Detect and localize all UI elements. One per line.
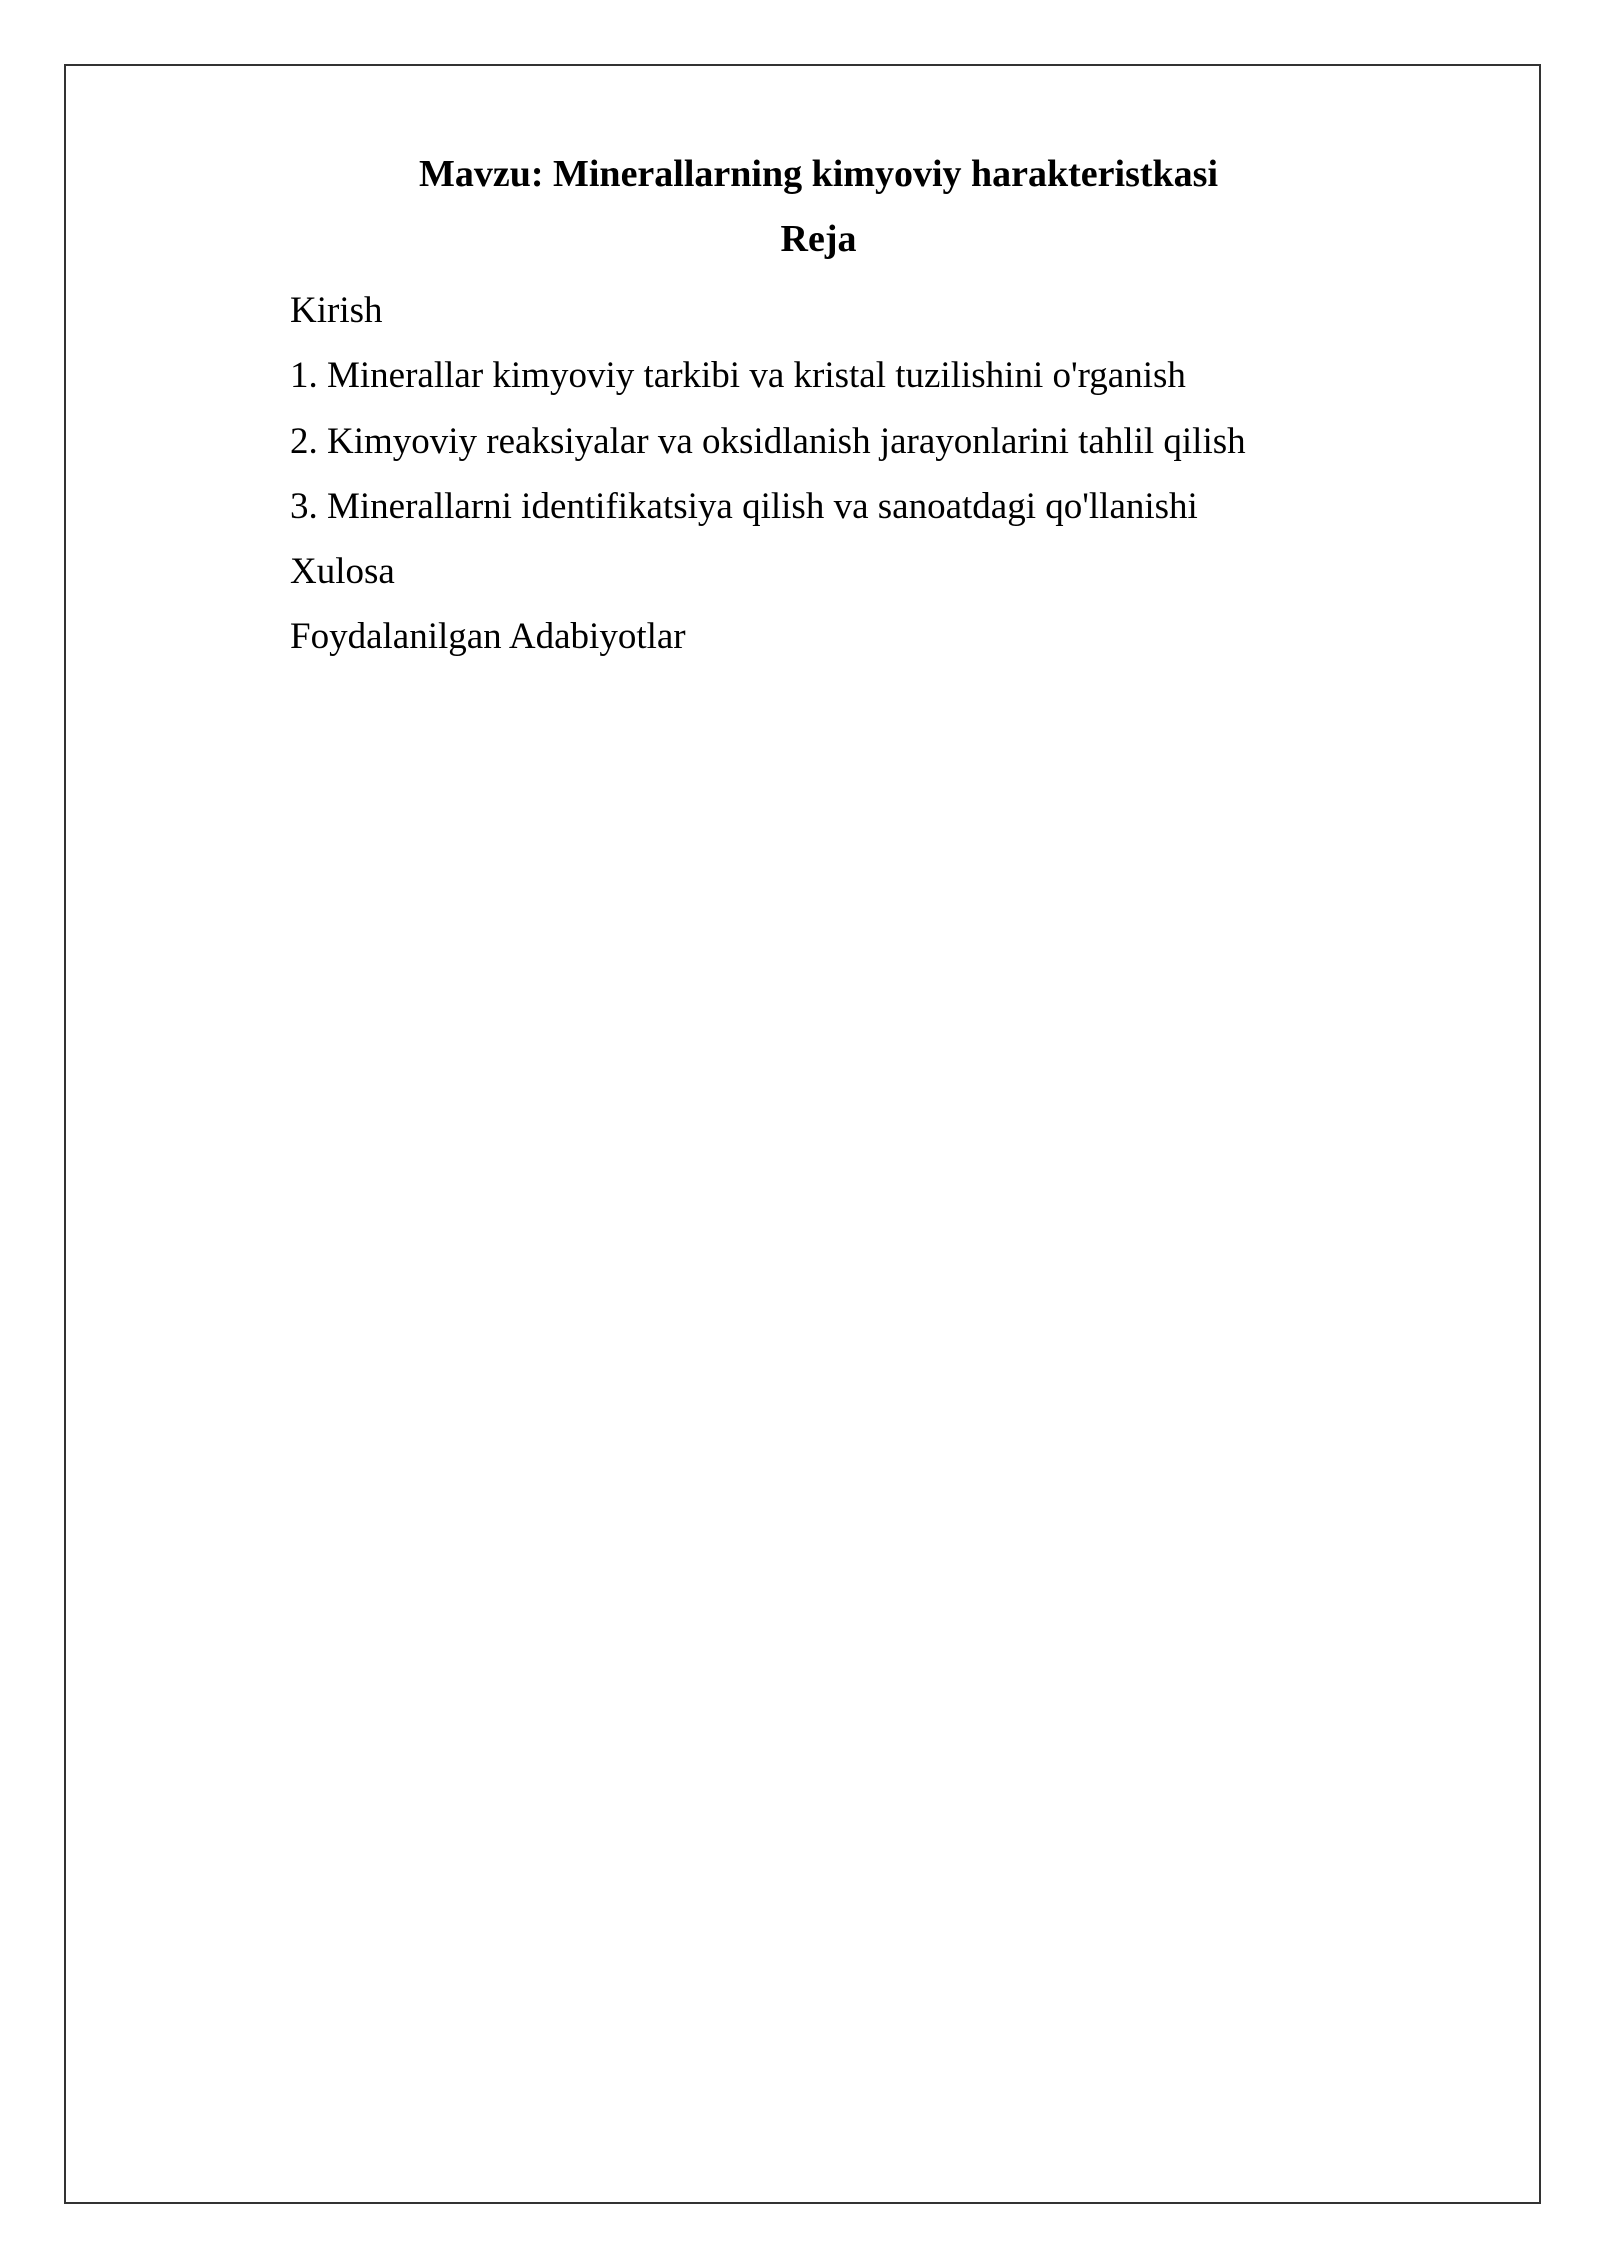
plan-item-references: Foydalanilgan Adabiyotlar bbox=[290, 616, 686, 658]
plan-item-conclusion: Xulosa bbox=[290, 551, 395, 593]
plan-item-2: 2. Kimyoviy reaksiyalar va oksidlanish jarayonlarini tahlil qilish bbox=[290, 420, 1246, 462]
plan-item-3: 3. Minerallarni identifikatsiya qilish va sanoatdagi qo'llanishi bbox=[290, 485, 1198, 527]
plan-list bbox=[290, 278, 1246, 670]
plan-heading: Reja bbox=[780, 218, 857, 260]
document-title: Mavzu: Minerallarning kimyoviy harakteristkasi bbox=[418, 153, 1219, 195]
plan-item-introduction: Kirish bbox=[290, 290, 383, 331]
plan-item-1: 1. Minerallar kimyoviy tarkibi va kristal tuzilishini o'rganish bbox=[290, 355, 1186, 397]
